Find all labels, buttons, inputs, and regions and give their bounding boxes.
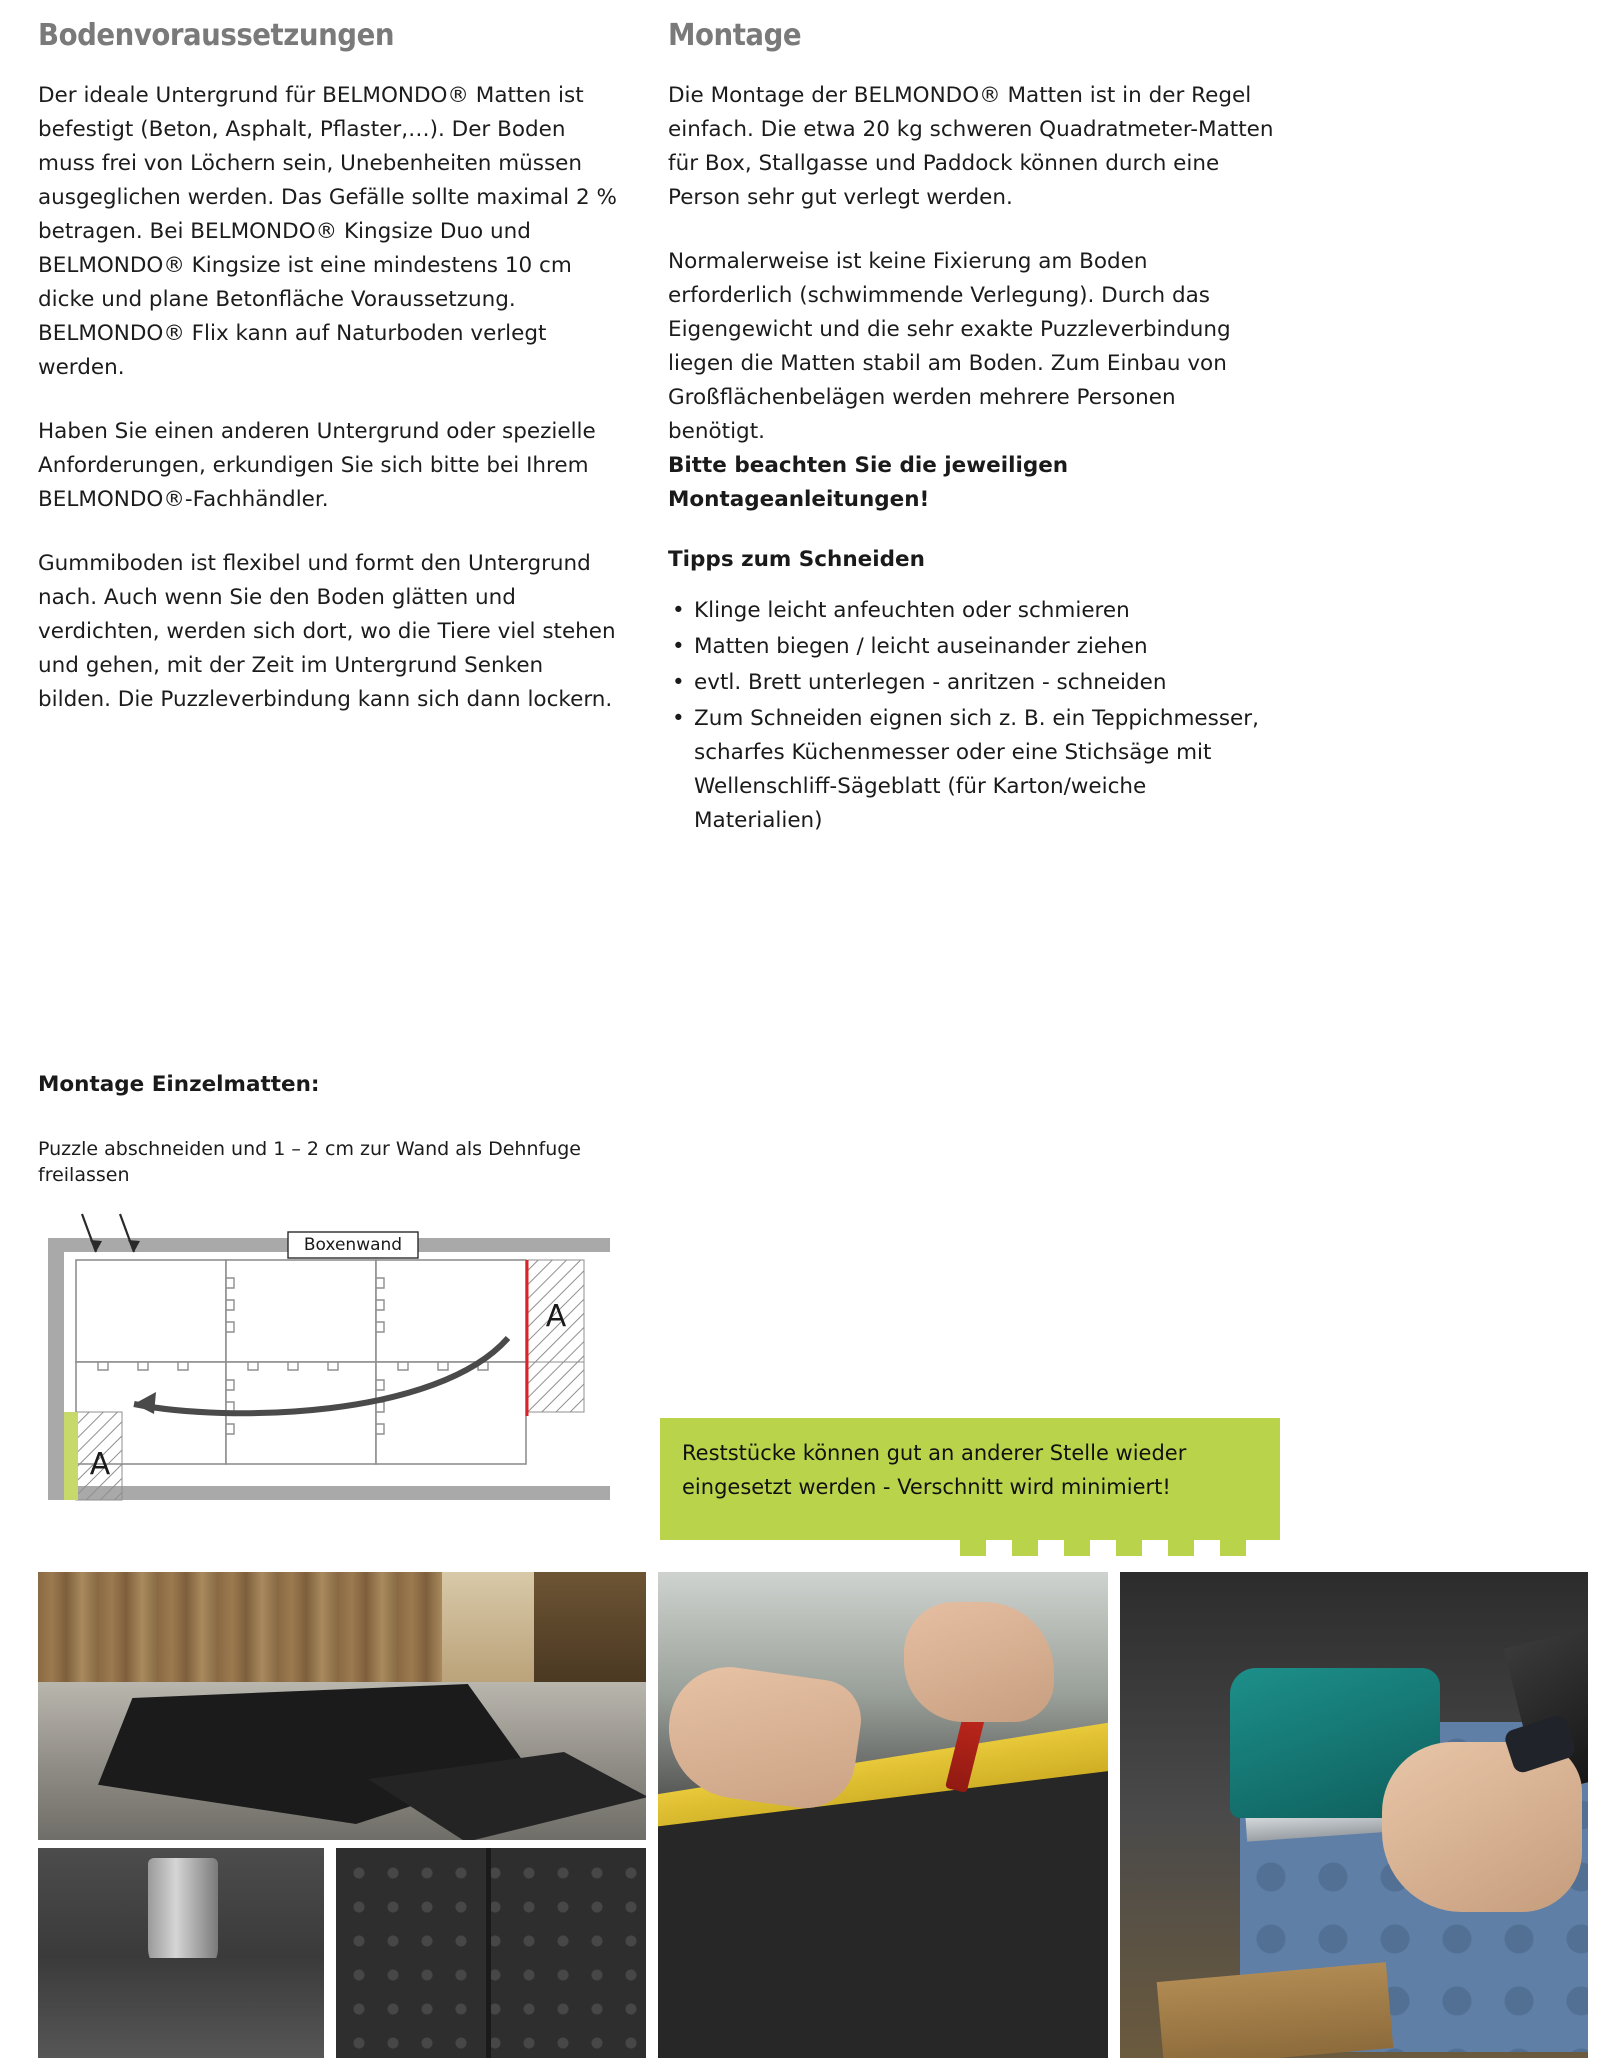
paragraph: Haben Sie einen anderen Untergrund oder spezielle Anforderungen, erkundigen Sie sich bitte bei Ihrem BELMONDO®-Fachhändler. (38, 419, 596, 512)
photo-studded-mat-surface-detail (336, 1848, 646, 2058)
photo-jigsaw-cutting-blue-mat (1120, 1572, 1588, 2058)
diagram-marker-a-left: A (89, 1447, 111, 1482)
photo-wet-floor-post-detail (38, 1848, 324, 2058)
photo-stall-floor-black-mats (38, 1572, 646, 1840)
paragraph: Der ideale Untergrund für BELMONDO® Matten ist befestigt (Beton, Asphalt, Pflaster,…). Der Boden muss frei von Löchern sein, Unebenheiten müssen ausgeglichen werden. Das Gefälle sollte maximal 2 % betragen. Bei BELMONDO® Kingsize Duo und BELMONDO® Kingsize ist eine mindestens 10 cm dicke und plane Betonfläche Voraussetzung. BELMONDO® Flix kann auf Naturboden verlegt werden. (38, 83, 617, 380)
montage-diagram (38, 1208, 638, 1528)
page-title-montage: Montage (668, 18, 802, 53)
montage-bold-note: Bitte beachten Sie die jeweiligen Montageanleitungen! (668, 453, 1069, 512)
list-item: • Matten biegen / leicht auseinander ziehen (668, 630, 1278, 664)
paragraph: Die Montage der BELMONDO® Matten ist in der Regel einfach. Die etwa 20 kg schweren Quadratmeter-Matten für Box, Stallgasse und Paddock können durch eine Person sehr gut verlegt werden. (668, 83, 1274, 210)
diagram-label-boxenwand: Boxenwand (303, 1235, 403, 1255)
list-item: • Klinge leicht anfeuchten oder schmieren (668, 594, 1278, 628)
einzelmatten-heading: Montage Einzelmatten: (38, 1072, 320, 1097)
paragraph: Gummiboden ist flexibel und formt den Untergrund nach. Auch wenn Sie den Boden glätten und verdichten, werden sich dort, wo die Tiere viel stehen und gehen, mit der Zeit im Untergrund Senken bilden. Die Puzzleverbindung kann sich dann lockern. (38, 551, 616, 712)
left-column (38, 18, 618, 717)
paragraph: Normalerweise ist keine Fixierung am Boden erforderlich (schwimmende Verlegung). Durch das Eigengewicht und die sehr exakte Puzzleverbindung liegen die Matten stabil am Boden. Zum Einbau von Großflächenbelägen werden mehrere Personen benötigt. (668, 249, 1231, 444)
page-title-bodenvoraussetzungen: Bodenvoraussetzungen (38, 18, 395, 53)
einzelmatten-caption: Puzzle abschneiden und 1 – 2 cm zur Wand als Dehnfuge freilassen (38, 1138, 581, 1186)
photo-cutting-mat-with-knife (658, 1572, 1108, 2058)
list-item: • Zum Schneiden eignen sich z. B. ein Teppichmesser, scharfes Küchenmesser oder eine Stichsäge mit Wellenschliff-Sägeblatt (für Karton/weiche Materialien) (668, 702, 1278, 838)
list-item: • evtl. Brett unterlegen - anritzen - schneiden (668, 666, 1278, 700)
puzzle-tabs (660, 1538, 1280, 1556)
diagram-marker-a-right: A (545, 1299, 567, 1334)
tips-heading: Tipps zum Schneiden (668, 547, 925, 572)
right-column (668, 18, 1278, 840)
green-callout-text: Reststücke können gut an anderer Stelle wieder eingesetzt werden - Verschnitt wird minimiert! (682, 1441, 1187, 1499)
photo-strip (38, 1572, 1588, 2058)
green-callout (660, 1418, 1280, 1540)
tips-list (668, 594, 1278, 838)
